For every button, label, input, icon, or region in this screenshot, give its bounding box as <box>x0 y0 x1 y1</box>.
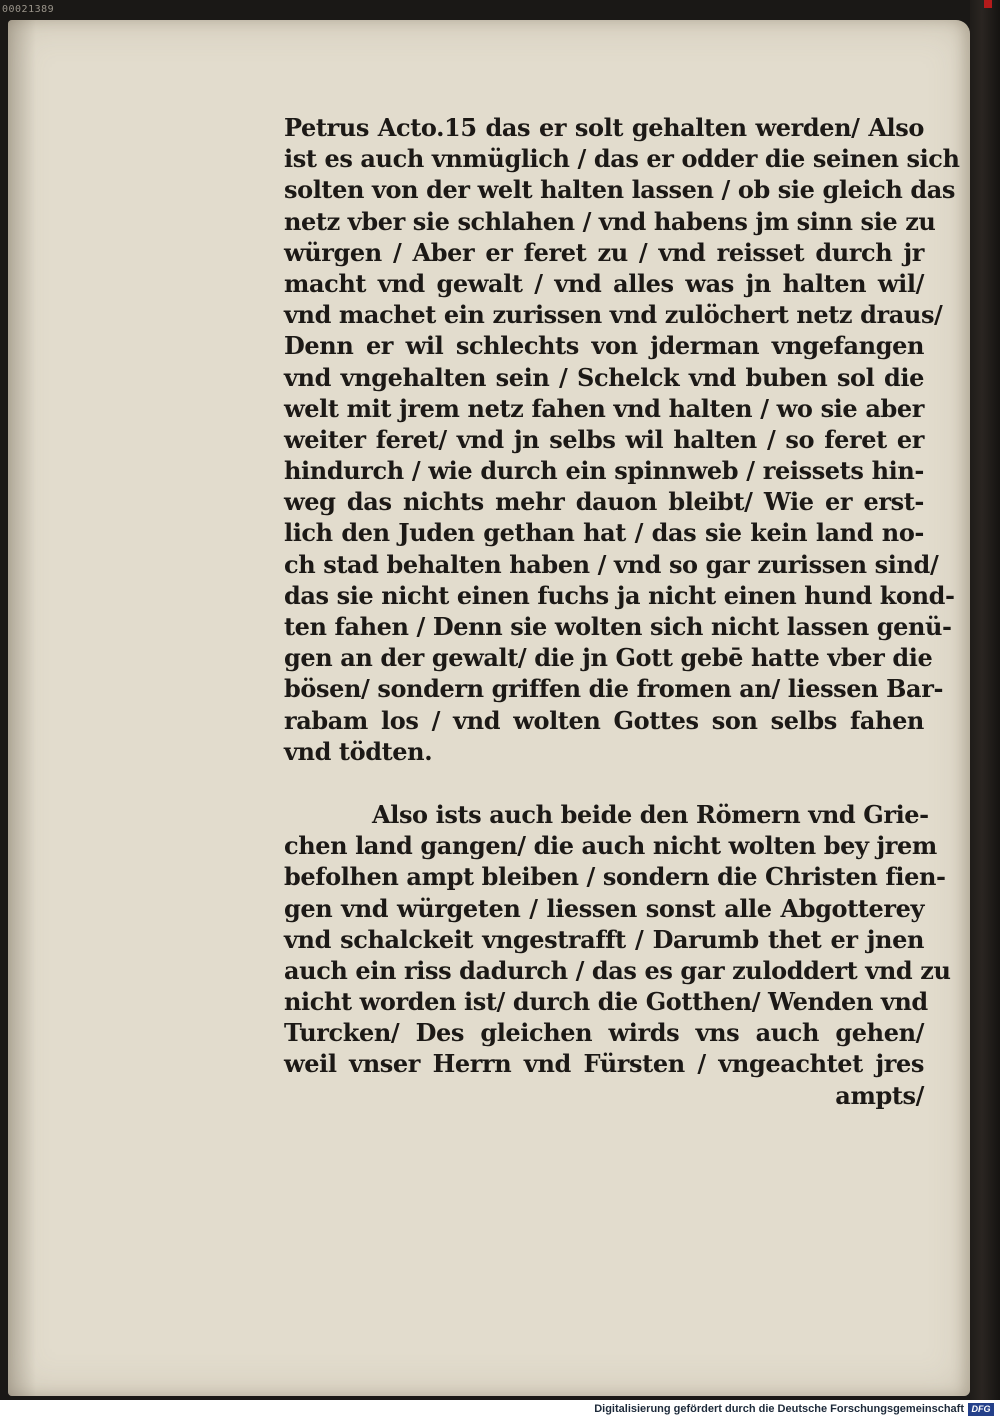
text-line: macht vnd gewalt / vnd alles was jn halten wil/ <box>284 268 924 298</box>
text-line: lich den Juden gethan hat / das sie kein land no- <box>284 518 924 548</box>
text-line: vnd vngehalten sein / Schelck vnd buben sol die <box>284 362 924 392</box>
text-line: Also ists auch beide den Römern vnd Grie- <box>372 799 929 829</box>
page-fold-shadow <box>8 20 36 1396</box>
text-line: Turcken/ Des gleichen wirds vns auch gehen/ <box>284 1018 924 1048</box>
text-line: vnd machet ein zurissen vnd zulöchert netz draus/ <box>284 300 943 330</box>
text-line: ist es auch vnmüglich / das er odder die seinen sich <box>284 144 960 174</box>
text-line: vnd tödten. <box>284 736 433 766</box>
text-line: weil vnser Herrn vnd Fürsten / vngeachtet jres <box>284 1049 924 1079</box>
paragraph-1 <box>284 112 960 767</box>
text-line: bösen/ sondern griffen die fromen an/ liessen Bar- <box>284 674 944 704</box>
page-text-block <box>284 112 960 1111</box>
text-line: würgen / Aber er feret zu / vnd reisset durch jr <box>284 237 924 267</box>
text-line: hindurch / wie durch ein spinnweb / reissets hin- <box>284 456 924 486</box>
text-line: gen vnd würgeten / liessen sonst alle Abgotterey <box>284 893 924 923</box>
paragraph-2 <box>284 799 951 1080</box>
scan-image-number: 00021389 <box>2 4 55 15</box>
red-page-marker <box>984 0 992 8</box>
paragraph-gap <box>284 767 924 799</box>
text-line: vnd schalckeit vngestrafft / Darumb thet er jnen <box>284 924 924 954</box>
funding-note: Digitalisierung gefördert durch die Deutsche Forschungsgemeinschaft <box>594 1403 964 1415</box>
text-line: weg das nichts mehr dauon bleibt/ Wie er erst- <box>284 487 924 517</box>
text-line: weiter feret/ vnd jn selbs wil halten / so feret er <box>284 424 924 454</box>
text-line: ch stad behalten haben / vnd so gar zurissen sind/ <box>284 549 939 579</box>
catchword: ampts/ <box>835 1080 924 1110</box>
text-line: ten fahen / Denn sie wolten sich nicht lassen genü- <box>284 612 952 641</box>
text-line: auch ein riss dadurch / das es gar zuloddert vnd zu <box>284 955 951 985</box>
text-line: befolhen ampt bleiben / sondern die Christen fien- <box>284 862 946 892</box>
text-line: chen land gangen/ die auch nicht wolten bey jrem <box>284 831 937 861</box>
text-line: welt mit jrem netz fahen vnd halten / wo sie aber <box>284 393 924 423</box>
text-line: gen an der gewalt/ die jn Gott gebē hatte vber die <box>284 643 933 673</box>
text-line: nicht worden ist/ durch die Gotthen/ Wenden vnd <box>284 987 928 1017</box>
text-line: rabam los / vnd wolten Gottes son selbs fahen <box>284 705 924 735</box>
dfg-logo: DFG <box>968 1403 994 1416</box>
text-line: solten von der welt halten lassen / ob sie gleich das <box>284 175 956 205</box>
text-line: Denn er wil schlechts von jderman vngefangen <box>284 331 924 361</box>
book-spine-edge <box>970 0 1000 1400</box>
text-line: netz vber sie schlahen / vnd habens jm sinn sie zu <box>284 206 936 236</box>
text-line: Petrus Acto.15 das er solt gehalten werden/ Also <box>284 113 924 142</box>
text-line: das sie nicht einen fuchs ja nicht einen hund kond- <box>284 580 955 610</box>
